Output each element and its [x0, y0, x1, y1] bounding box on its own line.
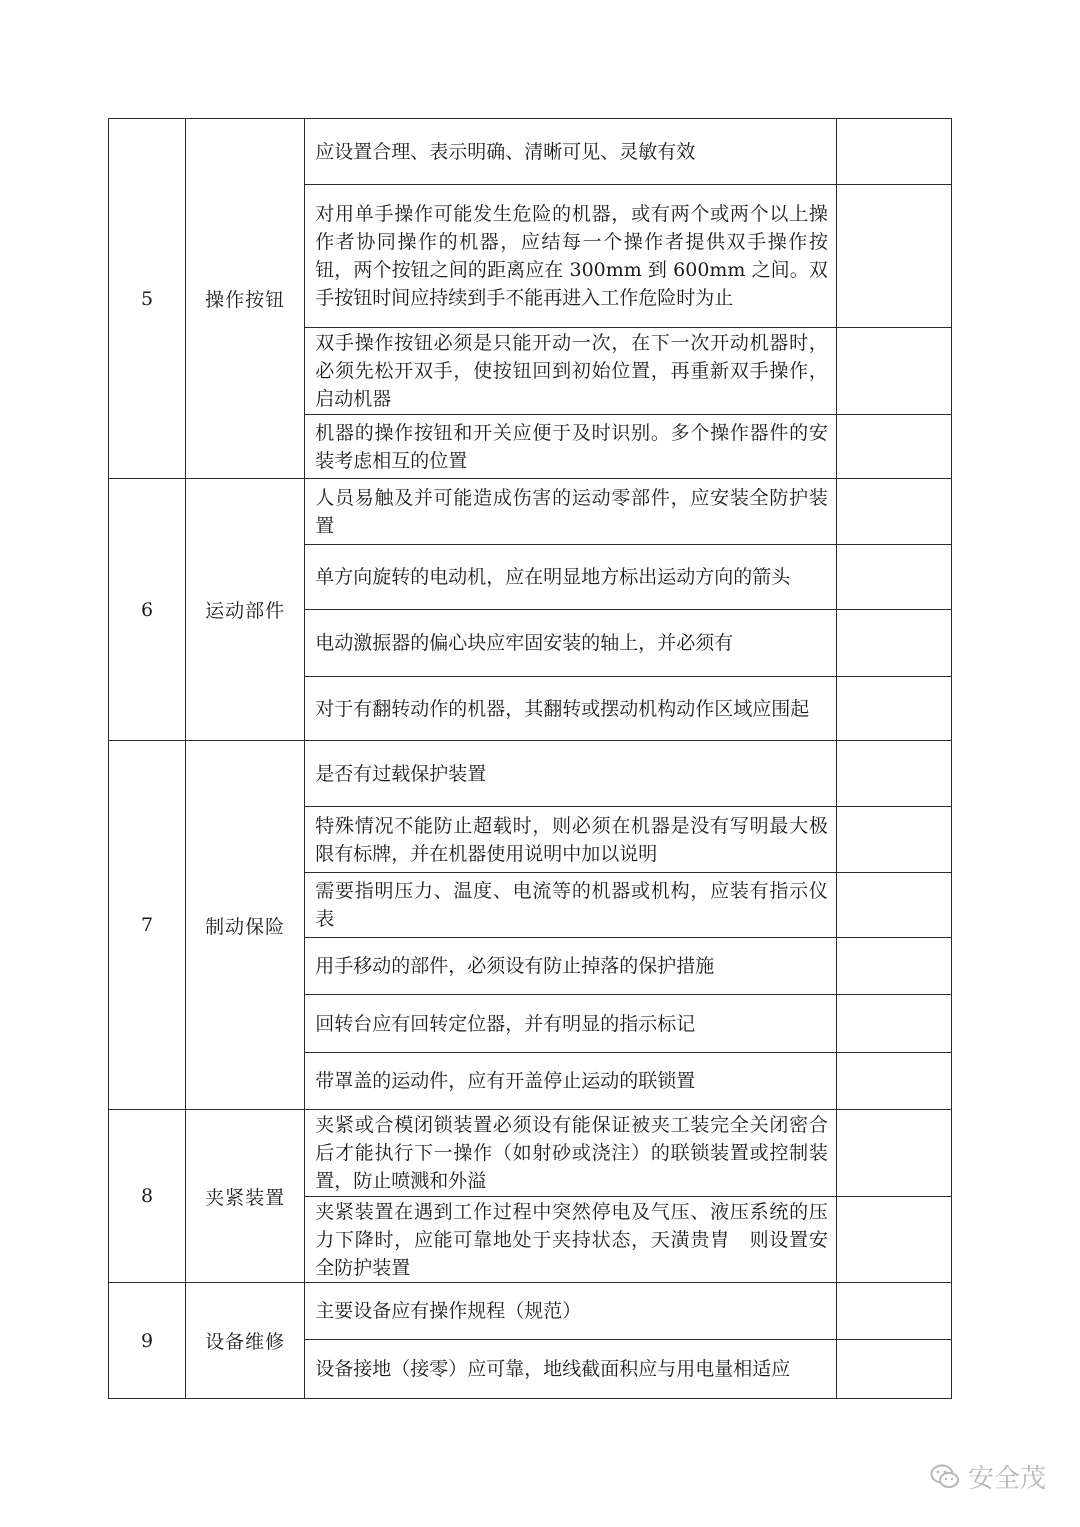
requirement-cell: 夹紧或合模闭锁装置必须设有能保证被夹工装完全关闭密合后才能执行下一操作（如射砂或浇注）的联锁装置或控制装置，防止喷溅和外溢 [305, 1110, 837, 1197]
result-cell[interactable] [836, 185, 951, 328]
safety-checklist-table [108, 118, 952, 1399]
result-cell[interactable] [836, 1110, 951, 1197]
item-number-cell: 5 [109, 119, 186, 479]
table-row [109, 119, 952, 185]
requirement-cell: 对于有翻转动作的机器，其翻转或摆动机构动作区域应围起 [305, 677, 837, 741]
watermark [930, 1458, 1046, 1495]
result-cell[interactable] [836, 119, 951, 185]
check-item-cell: 制动保险 [186, 741, 305, 1110]
check-item-cell: 夹紧装置 [186, 1110, 305, 1283]
watermark-text: 安全茂 [967, 1464, 1046, 1494]
result-cell[interactable] [836, 1197, 951, 1283]
requirement-cell: 用手移动的部件，必须设有防止掉落的保护措施 [305, 938, 837, 995]
item-number-cell: 9 [109, 1283, 186, 1399]
result-cell[interactable] [836, 1340, 951, 1399]
result-cell[interactable] [836, 938, 951, 995]
result-cell[interactable] [836, 741, 951, 807]
table-row [109, 479, 952, 545]
result-cell[interactable] [836, 995, 951, 1053]
item-number-cell: 6 [109, 479, 186, 741]
requirement-cell: 双手操作按钮必须是只能开动一次，在下一次开动机器时，必须先松开双手，使按钮回到初始位置，再重新双手操作，启动机器 [305, 328, 837, 415]
requirement-cell: 机器的操作按钮和开关应便于及时识别。多个操作器件的安装考虑相互的位置 [305, 415, 837, 479]
item-number-cell: 7 [109, 741, 186, 1110]
check-item-cell: 操作按钮 [186, 119, 305, 479]
requirement-cell: 单方向旋转的电动机，应在明显地方标出运动方向的箭头 [305, 545, 837, 610]
result-cell[interactable] [836, 677, 951, 741]
check-item-cell: 运动部件 [186, 479, 305, 741]
wechat-icon [930, 1463, 960, 1491]
requirement-cell: 电动激振器的偏心块应牢固安装的轴上，并必须有 [305, 610, 837, 677]
item-number-cell: 8 [109, 1110, 186, 1283]
requirement-cell: 带罩盖的运动件，应有开盖停止运动的联锁置 [305, 1053, 837, 1110]
checklist-sheet [108, 118, 952, 1399]
requirement-cell: 主要设备应有操作规程（规范） [305, 1283, 837, 1340]
result-cell[interactable] [836, 479, 951, 545]
result-cell[interactable] [836, 873, 951, 938]
result-cell[interactable] [836, 1053, 951, 1110]
result-cell[interactable] [836, 610, 951, 677]
result-cell[interactable] [836, 328, 951, 415]
requirement-cell: 需要指明压力、温度、电流等的机器或机构，应装有指示仪表 [305, 873, 837, 938]
requirement-cell: 夹紧装置在遇到工作过程中突然停电及气压、液压系统的压力下降时，应能可靠地处于夹持状态，天潢贵胄 则设置安全防护装置 [305, 1197, 837, 1283]
requirement-cell: 设备接地（接零）应可靠，地线截面积应与用电量相适应 [305, 1340, 837, 1399]
result-cell[interactable] [836, 545, 951, 610]
requirement-cell: 对用单手操作可能发生危险的机器，或有两个或两个以上操作者协同操作的机器，应结每一个操作者提供双手操作按钮，两个按钮之间的距离应在 300mm 到 600mm 之间。双手按钮时间应持续到手不能再进入工作危险时为止 [305, 185, 837, 328]
result-cell[interactable] [836, 415, 951, 479]
requirement-cell: 特殊情况不能防止超载时，则必须在机器是没有写明最大极限有标牌，并在机器使用说明中加以说明 [305, 807, 837, 873]
result-cell[interactable] [836, 807, 951, 873]
requirement-cell: 应设置合理、表示明确、清晰可见、灵敏有效 [305, 119, 837, 185]
table-row [109, 741, 952, 807]
check-item-cell: 设备维修 [186, 1283, 305, 1399]
table-row [109, 1110, 952, 1197]
requirement-cell: 回转台应有回转定位器，并有明显的指示标记 [305, 995, 837, 1053]
checklist-body [109, 119, 952, 1399]
requirement-cell: 人员易触及并可能造成伤害的运动零部件，应安装全防护装置 [305, 479, 837, 545]
result-cell[interactable] [836, 1283, 951, 1340]
table-row [109, 1283, 952, 1340]
requirement-cell: 是否有过载保护装置 [305, 741, 837, 807]
